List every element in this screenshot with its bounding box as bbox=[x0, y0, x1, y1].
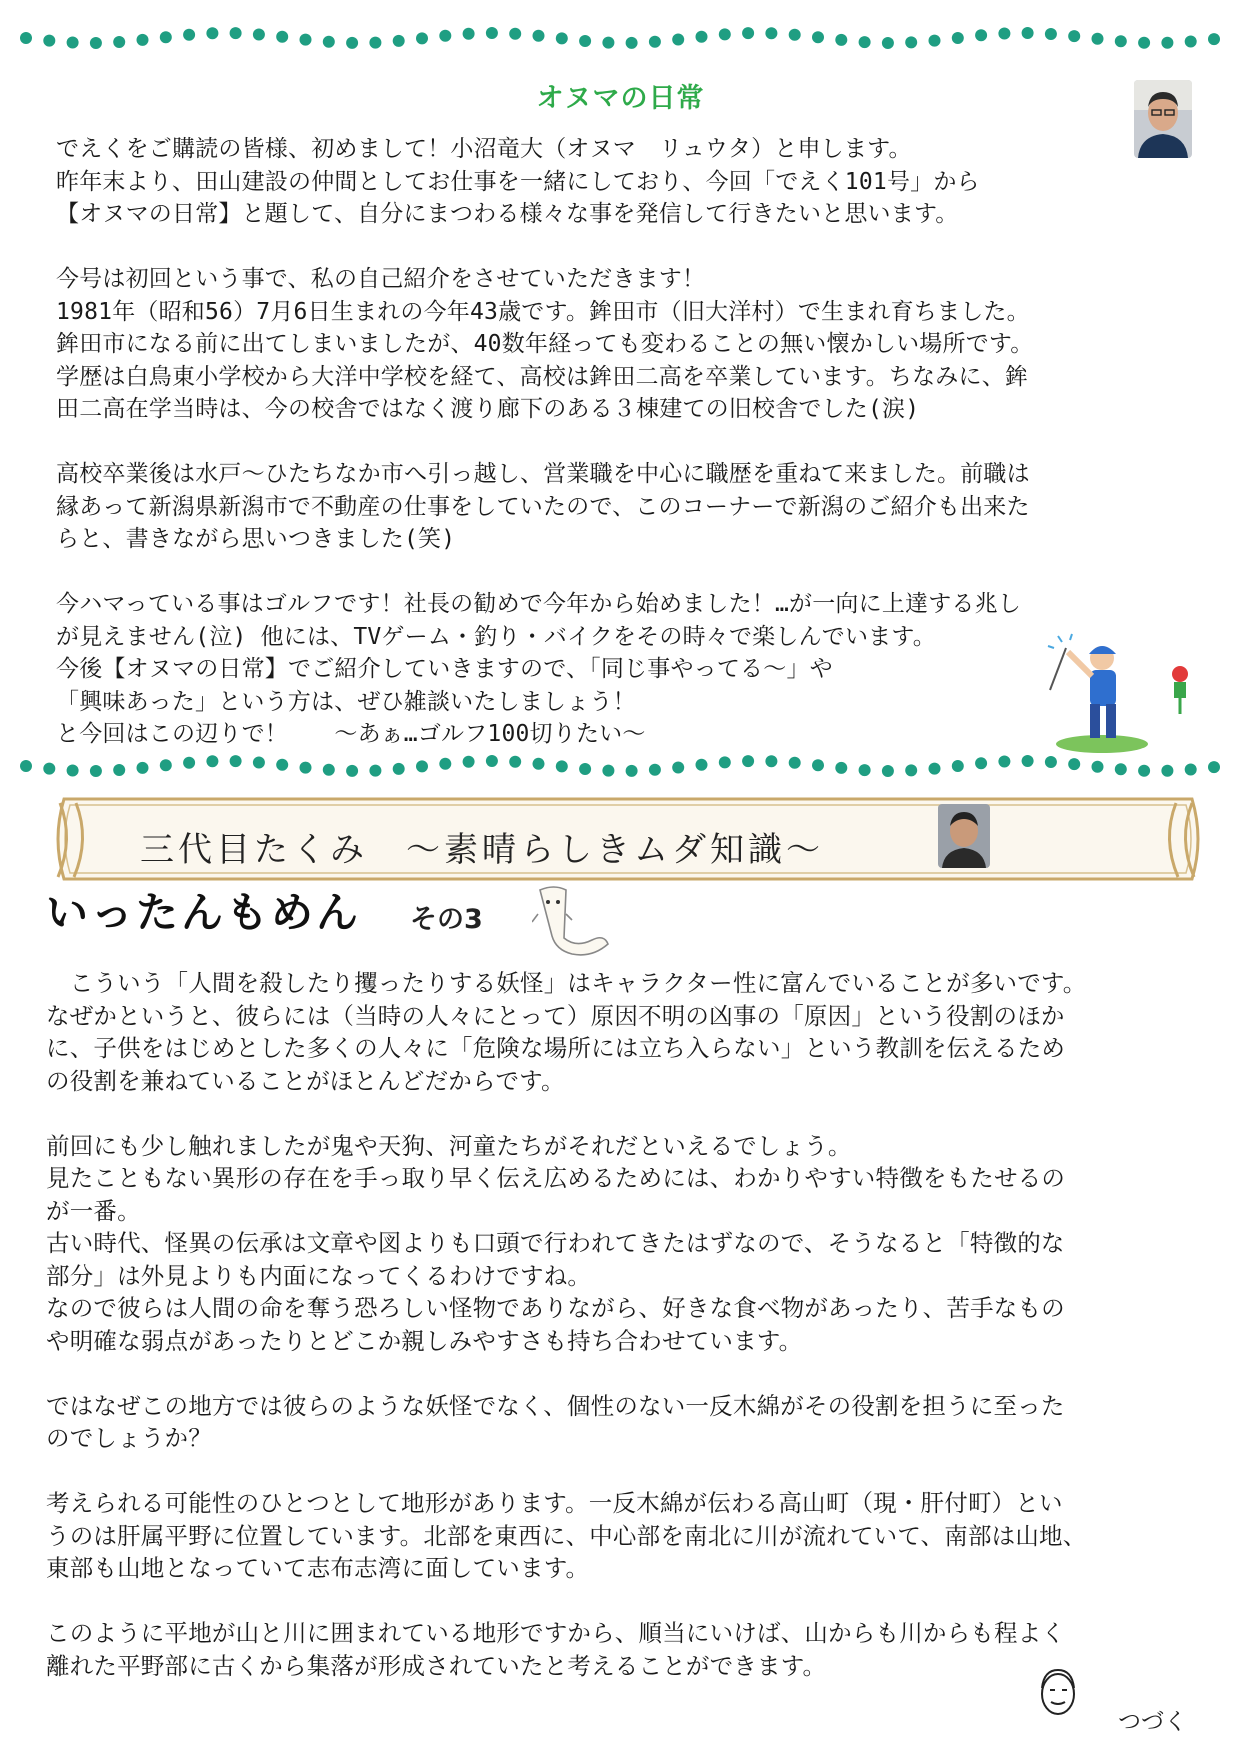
border-dot bbox=[929, 763, 941, 775]
body-line: が一番。 bbox=[46, 1196, 141, 1225]
border-dot bbox=[859, 764, 871, 776]
border-dot bbox=[160, 31, 172, 43]
banner-photo bbox=[938, 804, 990, 868]
body-line: のでしょうか？ bbox=[46, 1424, 212, 1452]
border-dot bbox=[765, 27, 777, 39]
border-dot bbox=[556, 760, 568, 772]
body-line: 東部も山地となっていて志布志湾に面しています。 bbox=[46, 1554, 590, 1582]
section1-body bbox=[56, 133, 1033, 751]
border-dot bbox=[1115, 35, 1127, 47]
border-dot bbox=[1115, 763, 1127, 775]
border-dot bbox=[369, 37, 381, 49]
border-dot bbox=[835, 34, 847, 46]
banner-title: 三代目たくみ ～素晴らしきムダ知識～ bbox=[140, 830, 824, 870]
border-dot bbox=[393, 763, 405, 775]
border-dot bbox=[1208, 761, 1220, 773]
border-dot bbox=[160, 759, 172, 771]
section2-body bbox=[46, 967, 1086, 1682]
body-line: や明確な弱点があったりとどこか親しみやすさも持ち合わせています。 bbox=[46, 1326, 803, 1355]
border-dot bbox=[20, 760, 32, 772]
border-dot bbox=[393, 35, 405, 47]
border-dot bbox=[276, 759, 288, 771]
man-portrait-icon bbox=[1134, 80, 1192, 158]
border-dot bbox=[67, 765, 79, 777]
border-dot bbox=[463, 28, 475, 40]
middle-dotted-divider bbox=[20, 752, 1220, 780]
border-dot bbox=[626, 765, 638, 777]
border-dot bbox=[346, 37, 358, 49]
border-dot bbox=[1138, 765, 1150, 777]
border-dot bbox=[183, 29, 195, 41]
border-dot bbox=[67, 37, 79, 49]
border-dot bbox=[975, 29, 987, 41]
border-dot bbox=[1092, 761, 1104, 773]
body-line: 部分」は外見よりも内面になってくるわけですね。 bbox=[46, 1261, 592, 1290]
border-dot bbox=[1138, 37, 1150, 49]
body-line: 高校卒業後は水戸～ひたちなか市へ引っ越し、営業職を中心に職歴を重ねて来ました。前職は bbox=[56, 461, 1030, 487]
border-dot bbox=[1185, 36, 1197, 48]
section2-subheading: その3 bbox=[410, 904, 483, 935]
body-line: なぜかというと、彼らには（当時の人々にとって）原因不明の凶事の「原因」という役割のほか bbox=[46, 1001, 1065, 1030]
border-dot bbox=[975, 757, 987, 769]
border-dot bbox=[812, 31, 824, 43]
border-dot bbox=[742, 755, 754, 767]
border-dot bbox=[416, 32, 428, 44]
border-dot bbox=[20, 32, 32, 44]
border-dot bbox=[1161, 37, 1173, 49]
border-dot bbox=[998, 756, 1010, 768]
continued-text: つづく bbox=[1118, 1709, 1187, 1735]
border-dot bbox=[509, 28, 521, 40]
body-line: と今回はこの辺りで！ ～あぁ…ゴルフ100切りたい～ bbox=[56, 721, 646, 747]
border-dot bbox=[696, 31, 708, 43]
body-line: ではなぜこの地方では彼らのような妖怪でなく、個性のない一反木綿がその役割を担うに至った bbox=[46, 1391, 1065, 1420]
section2-heading: いったんもめん bbox=[46, 888, 362, 937]
border-dot bbox=[206, 27, 218, 39]
border-dot bbox=[253, 29, 265, 41]
border-dot bbox=[789, 29, 801, 41]
body-line: こういう「人間を殺したり攫ったりする妖怪」はキャラクター性に富んでいることが多いです。 bbox=[46, 969, 1087, 997]
border-dot bbox=[789, 757, 801, 769]
border-dot bbox=[183, 757, 195, 769]
body-line: 今号は初回という事で、私の自己紹介をさせていただきます！ bbox=[56, 266, 706, 292]
border-dot bbox=[905, 764, 917, 776]
border-dot bbox=[486, 27, 498, 39]
border-dot bbox=[602, 37, 614, 49]
border-dot bbox=[486, 755, 498, 767]
body-line: 縁あって新潟県新潟市で不動産の仕事をしていたので、このコーナーで新潟のご紹介も出来た bbox=[56, 493, 1030, 520]
border-dot bbox=[137, 762, 149, 774]
body-line: 田二高在学当時は、今の校舎ではなく渡り廊下のある３棟建ての旧校舎でした(涙) bbox=[56, 396, 920, 422]
border-dot bbox=[323, 36, 335, 48]
top-dotted-border bbox=[20, 24, 1220, 52]
border-dot bbox=[742, 27, 754, 39]
border-dot bbox=[626, 37, 638, 49]
border-dot bbox=[1045, 28, 1057, 40]
border-dot bbox=[1161, 765, 1173, 777]
border-dot bbox=[369, 765, 381, 777]
border-dot bbox=[672, 34, 684, 46]
border-dot bbox=[43, 763, 55, 775]
border-dot bbox=[113, 764, 125, 776]
border-dot bbox=[463, 756, 475, 768]
border-dot bbox=[533, 30, 545, 42]
border-dot bbox=[1022, 27, 1034, 39]
border-dot bbox=[253, 757, 265, 769]
golfer-illustration-icon bbox=[1032, 632, 1202, 754]
border-dot bbox=[323, 764, 335, 776]
body-line: らと、書きながら思いつきました(笑) bbox=[56, 526, 456, 552]
border-dot bbox=[1208, 33, 1220, 45]
body-line: 学歴は白鳥東小学校から大洋中学校を経て、高校は鉾田二高を卒業しています。ちなみに、鉾 bbox=[56, 363, 1029, 390]
border-dot bbox=[43, 35, 55, 47]
border-dot bbox=[649, 36, 661, 48]
border-dot bbox=[439, 30, 451, 42]
border-dot bbox=[1045, 756, 1057, 768]
border-dot bbox=[579, 35, 591, 47]
border-dot bbox=[579, 763, 591, 775]
body-line: 離れた平野部に古くから集落が形成されていたと考えることができます。 bbox=[46, 1651, 827, 1680]
border-dot bbox=[602, 765, 614, 777]
body-line: このように平地が山と川に囲まれている地形ですから、順当にいけば、山からも川からも程よく bbox=[46, 1619, 1066, 1647]
border-dot bbox=[556, 32, 568, 44]
body-line: なので彼らは人間の命を奪う恐ろしい怪物でありながら、好きな食べ物があったり、苦手なもの bbox=[46, 1294, 1065, 1322]
body-line: 見たこともない異形の存在を手っ取り早く伝え広めるためには、わかりやすい特徴をもたせるの bbox=[46, 1164, 1066, 1192]
border-dot bbox=[533, 758, 545, 770]
body-line: 「興味あった」という方は、ぜひ雑談いたしましょう！ bbox=[56, 688, 636, 715]
border-dot bbox=[905, 36, 917, 48]
border-dot bbox=[346, 765, 358, 777]
face-sketch-icon bbox=[1036, 1666, 1080, 1718]
border-dot bbox=[416, 760, 428, 772]
border-dot bbox=[90, 37, 102, 49]
border-dot bbox=[952, 32, 964, 44]
body-line: 前回にも少し触れましたが鬼や天狗、河童たちがそれだといえるでしょう。 bbox=[46, 1131, 852, 1160]
border-dot bbox=[1068, 30, 1080, 42]
ittan-momen-ghost-icon bbox=[532, 884, 612, 964]
body-line: 1981年（昭和56）7月6日生まれの今年43歳です。鉾田市（旧大洋村）で生まれ育ちました。 bbox=[56, 298, 1030, 325]
author-photo bbox=[1134, 80, 1192, 158]
border-dot bbox=[672, 762, 684, 774]
border-dot bbox=[812, 759, 824, 771]
body-line: に、子供をはじめとした多くの人々に「危険な場所には立ち入らない」という教訓を伝えるため bbox=[46, 1034, 1066, 1062]
border-dot bbox=[882, 37, 894, 49]
body-line: の役割を兼ねていることがほとんどだからです。 bbox=[46, 1066, 565, 1095]
border-dot bbox=[230, 755, 242, 767]
border-dot bbox=[1022, 755, 1034, 767]
section1-title: オヌマの日常 bbox=[536, 83, 705, 114]
body-line: 【オヌマの日常】と題して、自分にまつわる様々な事を発信して行きたいと思います。 bbox=[56, 201, 959, 227]
border-dot bbox=[835, 762, 847, 774]
border-dot bbox=[882, 765, 894, 777]
border-dot bbox=[1068, 758, 1080, 770]
border-dot bbox=[765, 755, 777, 767]
body-line: 昨年末より、田山建設の仲間としてお仕事を一緒にしており、今回「でえく101号」から bbox=[56, 168, 980, 195]
man-portrait-icon bbox=[938, 804, 990, 868]
border-dot bbox=[230, 27, 242, 39]
body-line: 考えられる可能性のひとつとして地形があります。一反木綿が伝わる高山町（現・肝付町）とい bbox=[46, 1489, 1063, 1517]
border-dot bbox=[509, 756, 521, 768]
border-dot bbox=[300, 34, 312, 46]
border-dot bbox=[929, 35, 941, 47]
border-dot bbox=[1092, 33, 1104, 45]
border-dot bbox=[206, 755, 218, 767]
border-dot bbox=[113, 36, 125, 48]
body-line: が見えません(泣) 他には、TVゲーム・釣り・バイクをその時々で楽しんでいます。 bbox=[56, 623, 936, 650]
border-dot bbox=[719, 756, 731, 768]
body-line: 今ハマっている事はゴルフです！社長の勧めで今年から始めました！…が一向に上達する兆し bbox=[56, 591, 1022, 617]
border-dot bbox=[300, 762, 312, 774]
border-dot bbox=[1185, 764, 1197, 776]
body-line: 鉾田市になる前に出てしまいましたが、40数年経っても変わることの無い懐かしい場所です。 bbox=[56, 331, 1034, 357]
border-dot bbox=[952, 760, 964, 772]
border-dot bbox=[859, 36, 871, 48]
border-dot bbox=[719, 28, 731, 40]
body-line: 古い時代、怪異の伝承は文章や図よりも口頭で行われてきたはずなので、そうなると「特徴的な bbox=[46, 1229, 1065, 1257]
border-dot bbox=[439, 758, 451, 770]
body-line: でえくをご購読の皆様、初めまして！小沼竜大（オヌマ リュウタ）と申します。 bbox=[56, 136, 912, 162]
body-line: うのは肝属平野に位置しています。北部を東西に、中心部を南北に川が流れていて、南部は山地、 bbox=[46, 1521, 1087, 1550]
border-dot bbox=[998, 28, 1010, 40]
body-line: 今後【オヌマの日常】でご紹介していきますので、「同じ事やってる～」や bbox=[56, 656, 833, 682]
border-dot bbox=[90, 765, 102, 777]
border-dot bbox=[649, 764, 661, 776]
border-dot bbox=[137, 34, 149, 46]
border-dot bbox=[276, 31, 288, 43]
border-dot bbox=[696, 759, 708, 771]
